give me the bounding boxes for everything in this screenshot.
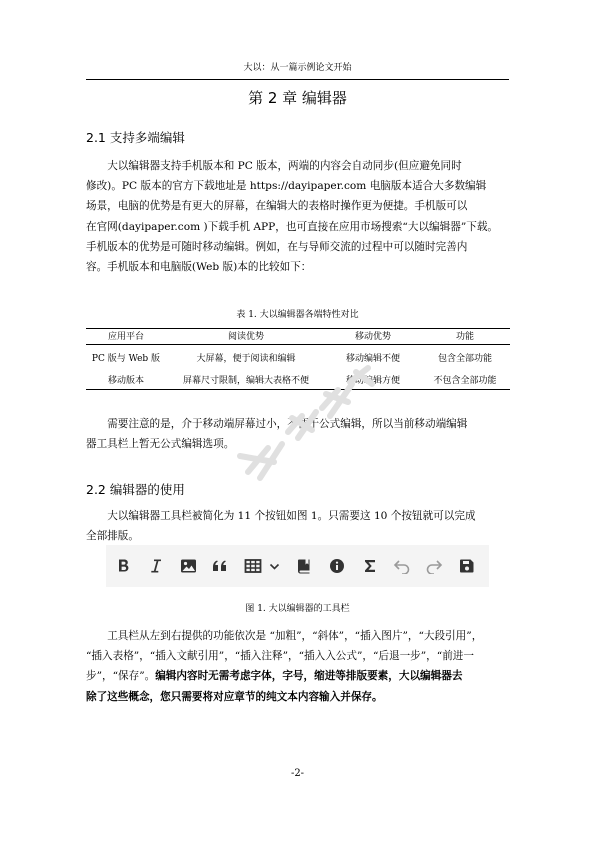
text-run: 步”，“保存”。 <box>86 670 156 683</box>
text-line: 在官网(dayipaper.com )下载手机 APP，也可直接在应用市场搜索“大以编辑器”下载。 <box>86 220 499 233</box>
book-icon <box>294 556 314 576</box>
section-title-2-2: 2.2 编辑器的使用 <box>86 482 185 497</box>
chapter-title: 第 2 章 编辑器 <box>248 89 347 107</box>
table-cell: 移动版本 <box>86 373 166 390</box>
text-line: 大以编辑器工具栏被简化为 11 个按钮如图 1。只需要这 10 个按钮就可以完成 <box>107 510 476 522</box>
text-line: 全部排版。 <box>86 530 139 543</box>
text-line: 器工具栏上暂无公式编辑选项。 <box>86 438 235 451</box>
text-line: 容。手机版本和电脑版(Web 版)本的比较如下： <box>86 261 312 274</box>
table-cell: 移动编辑方便 <box>326 373 420 390</box>
bold-text-run: 编辑内容时无需考虑字体，字号，缩进等排版要素，大以编辑器去 <box>155 670 463 683</box>
table-caption: 表 1. 大以编辑器各端特性对比 <box>236 310 359 320</box>
section-title-2-1: 2.1 支持多端编辑 <box>86 130 185 145</box>
text-line <box>86 666 509 686</box>
section-1-paragraph-1 <box>86 156 509 277</box>
section-2-paragraph-2 <box>86 626 509 707</box>
editor-toolbar-figure <box>106 545 489 587</box>
bold-icon <box>114 556 134 576</box>
comparison-table <box>86 328 510 390</box>
text-line: 大以编辑器支持手机版本和 PC 版本，两端的内容会自动同步(但应避免同时 <box>107 160 462 172</box>
chevron-down-icon <box>267 556 281 576</box>
image-icon <box>178 556 198 576</box>
table-cell: 移动编辑不便 <box>345 354 400 364</box>
table-header-cell: 移动优势 <box>326 329 420 345</box>
table-header-cell: 功能 <box>420 329 510 345</box>
section-1-paragraph-2 <box>86 414 509 454</box>
header-rule <box>86 79 509 80</box>
running-header: 大以：从一篇示例论文开始 <box>243 63 352 73</box>
table-row <box>86 373 510 390</box>
table-header-row <box>86 329 510 345</box>
text-line: 需要注意的是，介于移动端屏幕过小，不便于公式编辑，所以当前移动端编辑 <box>107 418 468 430</box>
table-header-cell: 阅读优势 <box>166 329 326 345</box>
quote-icon <box>210 556 230 576</box>
table-cell: 包含全部功能 <box>437 354 492 364</box>
redo-icon <box>424 556 444 576</box>
info-icon <box>327 556 347 576</box>
table-header-cell: 应用平台 <box>86 329 166 345</box>
undo-icon <box>392 556 412 576</box>
table-cell: 不包含全部功能 <box>420 373 510 390</box>
table-row <box>86 345 510 374</box>
table-cell: 屏幕尺寸限制，编辑大表格不便 <box>166 373 326 390</box>
text-line: 手机版本的优势是可随时移动编辑。例如，在与导师交流的过程中可以随时完善内 <box>86 240 468 253</box>
table-cell: 大屏幕，便于阅读和编辑 <box>196 354 296 364</box>
sigma-icon <box>360 556 380 576</box>
text-line: 修改)。PC 版本的官方下载地址是 https://dayipaper.com 电脑版本适合大多数编辑 <box>86 180 487 193</box>
save-icon <box>457 556 477 576</box>
text-line: “插入表格”，“插入文献引用”，“插入注释”，“插入入公式”，“后退一步”，“前进一 <box>86 650 474 663</box>
figure-caption: 图 1. 大以编辑器的工具栏 <box>245 604 350 614</box>
bold-text-line: 除了这些概念，您只需要将对应章节的纯文本内容输入并保存。 <box>86 690 383 703</box>
page-number: -2- <box>290 768 305 779</box>
table-icon <box>243 556 263 576</box>
table-cell: PC 版与 Web 版 <box>91 354 161 364</box>
text-line: 工具栏从左到右提供的功能依次是 “加粗”，“斜体”，“插入图片”，“大段引用”， <box>107 630 483 642</box>
italic-icon <box>146 556 166 576</box>
text-line: 场景，电脑的优势是有更大的屏幕，在编辑大的表格时操作更为便捷。手机版可以 <box>86 200 468 213</box>
section-2-paragraph-1 <box>86 506 509 546</box>
